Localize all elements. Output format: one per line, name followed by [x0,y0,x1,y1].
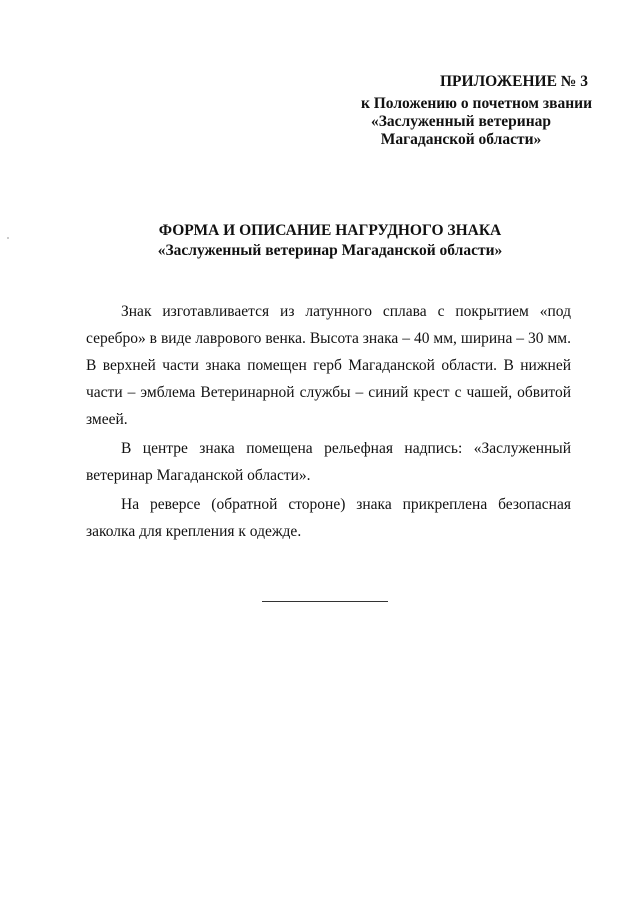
document-title-line: ФОРМА И ОПИСАНИЕ НАГРУДНОГО ЗНАКА [158,222,502,239]
body-paragraph: В центре знака помещена рельефная надпись: «Заслуженный ветеринар Магаданской области». [86,440,571,484]
document-title [60,221,600,261]
body-paragraph: На реверсе (обратной стороне) знака прикреплена безопасная заколка для крепления к одежде. [86,496,571,540]
appendix-number: ПРИЛОЖЕНИЕ № 3 [440,73,588,90]
end-separator-line [262,601,388,602]
appendix-header [330,73,592,149]
document-body [86,298,571,547]
appendix-reference-line: к Положению о почетном звании [360,95,592,112]
appendix-title-line: «Заслуженный ветеринар [370,113,552,130]
body-paragraph: Знак изготавливается из латунного сплава с покрытием «под серебро» в виде лаврового венка. Высота знака – 40 мм, ширина – 30 мм. В верхней части знака помещен герб Магаданской области. В нижней части – эмблема Ветеринарной службы – синий крест с чашей, обвитой змеей. [86,303,571,428]
document-subtitle-line: «Заслуженный ветеринар Магаданской области» [157,242,503,259]
appendix-title-line: Магаданской области» [380,131,542,148]
scan-speck [7,237,9,239]
